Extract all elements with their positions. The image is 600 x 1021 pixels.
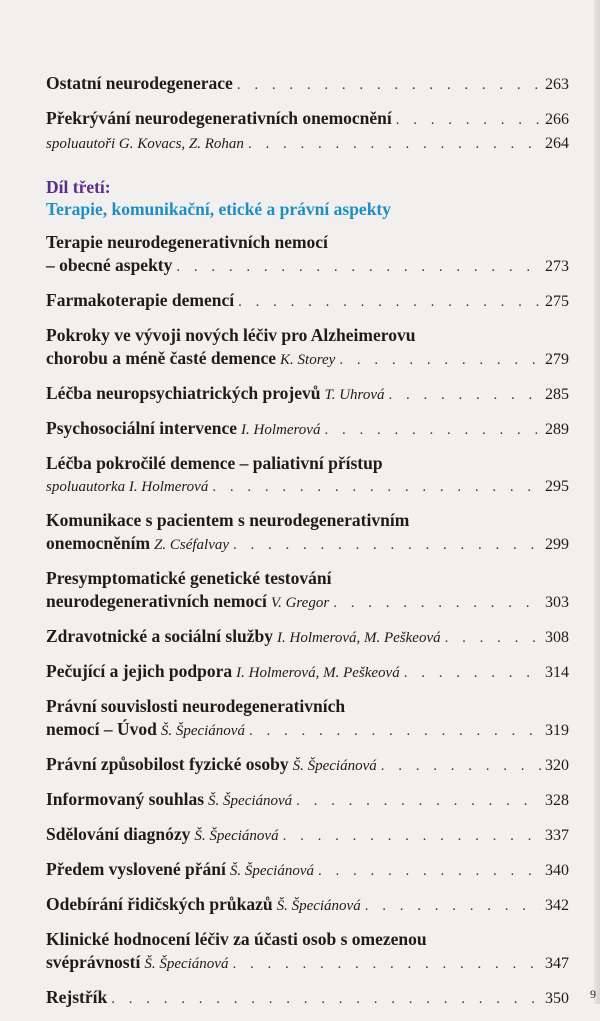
toc-line xyxy=(46,928,569,951)
table-of-contents xyxy=(46,72,569,1021)
toc-entry-author: Š. Špeciánová xyxy=(144,956,229,972)
toc-line xyxy=(46,107,569,132)
dot-leader xyxy=(238,291,541,314)
toc-entry[interactable] xyxy=(46,788,569,813)
dot-leader xyxy=(339,349,541,372)
toc-line xyxy=(46,718,569,743)
dot-leader xyxy=(111,988,541,1011)
toc-line xyxy=(46,893,569,918)
toc-entry-title: Informovaný souhlas xyxy=(46,789,205,809)
toc-entry-author: Š. Špeciánová xyxy=(229,863,314,879)
toc-line xyxy=(46,324,569,347)
toc-line xyxy=(46,858,569,883)
toc-entry-title-cont: – obecné aspekty xyxy=(46,255,173,275)
toc-entry-title: Překrývání neurodegenerativních onemocnění xyxy=(46,108,392,128)
toc-entry[interactable] xyxy=(46,660,569,685)
toc-entry-title: Právní způsobilost fyzické osoby xyxy=(46,754,289,774)
toc-entry-title: Sdělování diagnózy xyxy=(46,824,191,844)
toc-line xyxy=(46,382,569,407)
toc-entry-title: Odebírání řidičských průkazů xyxy=(46,894,273,914)
toc-line xyxy=(46,590,569,615)
toc-line xyxy=(46,788,569,813)
dot-leader xyxy=(318,860,541,883)
toc-entry-page: 299 xyxy=(545,536,569,553)
toc-entry-page: 263 xyxy=(545,76,569,93)
toc-line xyxy=(46,289,569,314)
toc-entry-page: 350 xyxy=(545,990,569,1007)
toc-entry-title-cont: nemocí – Úvod xyxy=(46,719,157,739)
part-heading xyxy=(46,176,569,221)
toc-entry-title: Presymptomatické genetické testování xyxy=(46,568,332,588)
toc-line xyxy=(46,509,569,532)
toc-entry-page: 295 xyxy=(545,478,569,495)
toc-entry-page: 320 xyxy=(545,757,569,774)
page-edge-shadow xyxy=(594,0,600,1004)
toc-line xyxy=(46,532,569,557)
dot-leader xyxy=(212,476,541,499)
dot-leader xyxy=(237,74,541,97)
toc-entry-title: Léčba pokročilé demence – paliativní přístup xyxy=(46,453,383,473)
toc-entry-author: V. Gregor xyxy=(270,595,330,611)
toc-entry-author: Š. Špeciánová xyxy=(160,723,245,739)
toc-entry[interactable] xyxy=(46,625,569,650)
toc-entry-title: Pokroky ve vývoji nových léčiv pro Alzheimerovu xyxy=(46,325,416,345)
toc-entry-title: Psychosociální intervence xyxy=(46,418,238,438)
toc-entry-page: 337 xyxy=(545,827,569,844)
toc-entry[interactable] xyxy=(46,695,569,743)
toc-entry-title: Terapie neurodegenerativních nemocí xyxy=(46,232,328,252)
part-label: Díl třetí: xyxy=(46,177,111,197)
dot-leader xyxy=(248,133,541,156)
dot-leader xyxy=(404,662,541,685)
toc-entry-page: 266 xyxy=(545,111,569,128)
dot-leader xyxy=(233,534,541,557)
toc-entry-title: Právní souvislosti neurodegenerativních xyxy=(46,696,346,716)
toc-entry-author: Š. Špeciánová xyxy=(276,898,361,914)
toc-line xyxy=(46,695,569,718)
dot-leader xyxy=(324,419,541,442)
toc-entry[interactable] xyxy=(46,289,569,314)
toc-entry-page: 328 xyxy=(545,792,569,809)
toc-entry-page: 340 xyxy=(545,862,569,879)
toc-entry-title: Léčba neuropsychiatrických projevů xyxy=(46,383,321,403)
toc-entry[interactable] xyxy=(46,823,569,848)
corner-page-number: 9 xyxy=(590,987,596,1001)
toc-entry-title: Pečující a jejich podpora xyxy=(46,661,233,681)
toc-line xyxy=(46,347,569,372)
toc-line xyxy=(46,475,569,499)
toc-entry-title: Rejstřík xyxy=(46,987,108,1007)
toc-entry-page: 308 xyxy=(545,629,569,646)
toc-entry[interactable] xyxy=(46,72,569,97)
toc-entry-page: 342 xyxy=(545,897,569,914)
toc-entry-title: Klinické hodnocení léčiv za účasti osob s omezenou xyxy=(46,929,427,949)
dot-leader xyxy=(396,109,541,132)
toc-entry[interactable] xyxy=(46,231,569,279)
toc-entry-page: 314 xyxy=(545,664,569,681)
toc-entry-page: 275 xyxy=(545,293,569,310)
toc-entry-title-cont: chorobu a méně časté demence xyxy=(46,348,277,368)
toc-entry-author: Z. Cséfalvay xyxy=(154,537,230,553)
toc-entry-author: K. Storey xyxy=(280,352,336,368)
toc-entry-page: 273 xyxy=(545,258,569,275)
toc-entry-author: I. Holmerová xyxy=(241,422,321,438)
toc-line xyxy=(46,417,569,442)
toc-entry-page: 319 xyxy=(545,722,569,739)
toc-entry-page: 264 xyxy=(545,135,569,152)
toc-entry-title: Zdravotnické a sociální služby xyxy=(46,626,274,646)
toc-entry-author: T. Uhrová xyxy=(324,387,385,403)
toc-line xyxy=(46,753,569,778)
toc-entry[interactable] xyxy=(46,986,569,1011)
toc-entry-coauthors: spoluautorka I. Holmerová xyxy=(46,479,209,495)
toc-entry[interactable] xyxy=(46,382,569,407)
toc-line xyxy=(46,231,569,254)
dot-leader xyxy=(176,256,541,279)
toc-entry-page: 289 xyxy=(545,421,569,438)
part-title: Terapie, komunikační, etické a právní aspekty xyxy=(46,199,392,219)
toc-line xyxy=(46,254,569,279)
toc-line xyxy=(46,72,569,97)
dot-leader xyxy=(365,895,541,918)
dot-leader xyxy=(445,627,541,650)
dot-leader xyxy=(381,755,541,778)
toc-entry-title: Předem vyslovené přání xyxy=(46,859,226,879)
toc-line xyxy=(46,986,569,1011)
toc-entry[interactable] xyxy=(46,858,569,883)
toc-entry[interactable] xyxy=(46,452,569,499)
toc-entry[interactable] xyxy=(46,893,569,918)
toc-subentry[interactable] xyxy=(46,132,569,156)
dot-leader xyxy=(249,720,541,743)
toc-entry-title-cont: neurodegenerativních nemocí xyxy=(46,591,267,611)
dot-leader xyxy=(296,790,541,813)
toc-line xyxy=(46,823,569,848)
toc-entry[interactable] xyxy=(46,928,569,976)
dot-leader xyxy=(333,592,541,615)
toc-entry-title: Komunikace s pacientem s neurodegenerativním xyxy=(46,510,410,530)
toc-entry[interactable] xyxy=(46,324,569,372)
toc-line xyxy=(46,660,569,685)
toc-entry-title: Farmakoterapie demencí xyxy=(46,290,235,310)
toc-entry-author: Š. Špeciánová xyxy=(194,828,279,844)
toc-line xyxy=(46,132,569,156)
dot-leader xyxy=(389,384,542,407)
toc-entry-coauthors: spoluautoři G. Kovacs, Z. Rohan xyxy=(46,136,244,152)
toc-line xyxy=(46,951,569,976)
toc-entry-page: 285 xyxy=(545,386,569,403)
dot-leader xyxy=(283,825,541,848)
toc-entry-author: Š. Špeciánová xyxy=(208,793,293,809)
toc-entry[interactable] xyxy=(46,107,569,132)
toc-entry-title: Ostatní neurodegenerace xyxy=(46,73,233,93)
dot-leader xyxy=(232,953,541,976)
toc-entry-title-cont: svéprávností xyxy=(46,952,141,972)
toc-entry-author: Š. Špeciánová xyxy=(292,758,377,774)
toc-entry[interactable] xyxy=(46,509,569,557)
toc-line xyxy=(46,567,569,590)
toc-entry-author: I. Holmerová, M. Peškeová xyxy=(277,630,441,646)
toc-entry-title-cont: onemocněním xyxy=(46,533,151,553)
toc-line xyxy=(46,625,569,650)
toc-entry[interactable] xyxy=(46,417,569,442)
toc-entry[interactable] xyxy=(46,753,569,778)
toc-entry-page: 347 xyxy=(545,955,569,972)
toc-entry-page: 279 xyxy=(545,351,569,368)
toc-line xyxy=(46,452,569,475)
toc-entry-page: 303 xyxy=(545,594,569,611)
toc-entry-author: I. Holmerová, M. Peškeová xyxy=(236,665,400,681)
toc-entry[interactable] xyxy=(46,567,569,615)
